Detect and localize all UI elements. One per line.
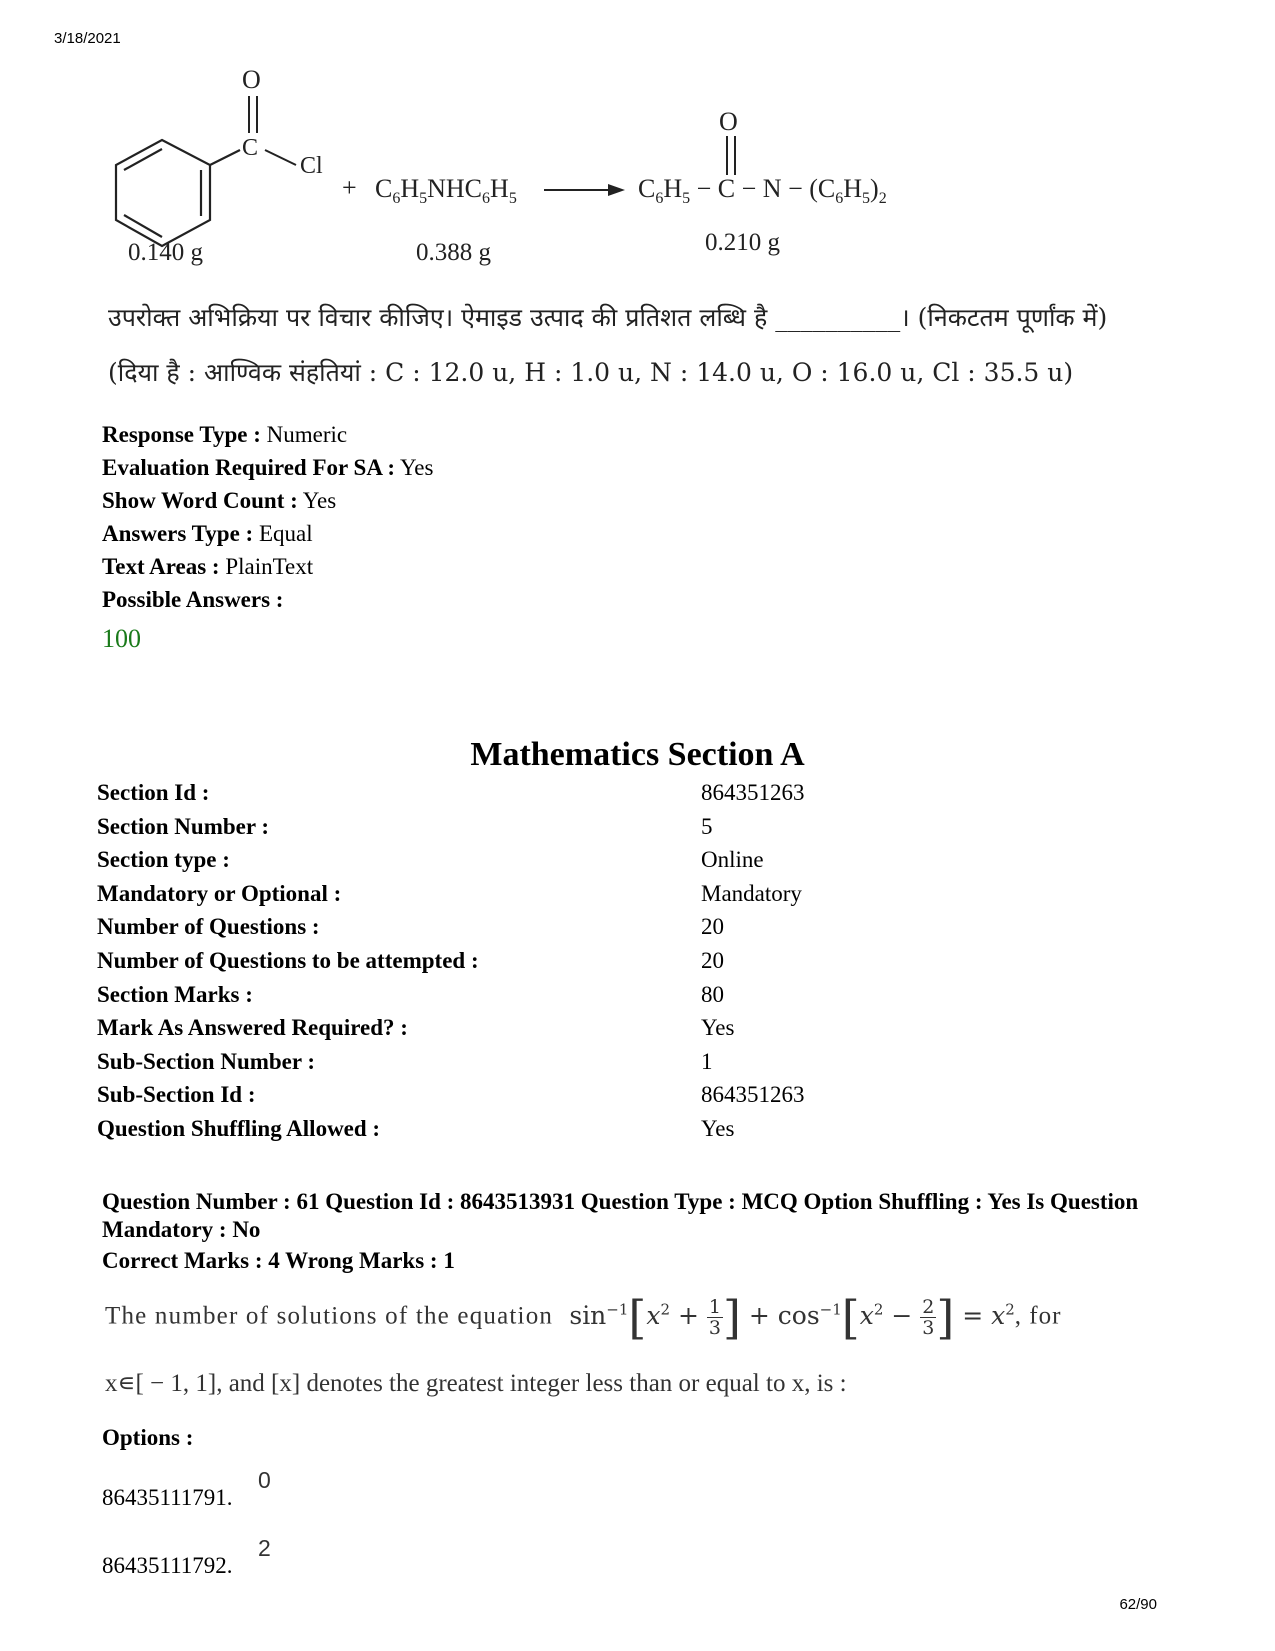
question-text-line1 [105, 1290, 1175, 1346]
section-value: 5 [701, 813, 713, 839]
section-label: Sub-Section Id : [97, 1082, 256, 1108]
option-value: 2 [258, 1535, 271, 1561]
page-number: 62/90 [1119, 1596, 1157, 1613]
product-oxygen: O [719, 107, 738, 136]
benzene-ring [116, 140, 240, 246]
page-date: 3/18/2021 [54, 30, 121, 47]
meta-row [102, 418, 433, 451]
section-label: Sub-Section Number : [97, 1048, 316, 1074]
section-value: 864351263 [701, 1082, 805, 1108]
meta-value: Yes [400, 455, 434, 480]
mass-product: 0.210 g [705, 229, 780, 256]
meta-value: Numeric [266, 422, 348, 447]
section-value: 80 [701, 981, 724, 1007]
section-label: Section type : [97, 847, 230, 873]
meta-key: Possible Answers : [102, 587, 284, 612]
question-marks: Correct Marks : 4 Wrong Marks : 1 [102, 1248, 455, 1273]
section-label: Number of Questions : [97, 914, 320, 940]
question-text-line2: x∊[ − 1, 1], and [x] denotes the greatest integer less than or equal to x, is : [105, 1370, 847, 1397]
meta-row [102, 517, 433, 550]
section-value: 20 [701, 914, 724, 940]
question-text-start: The number of solutions of the equation [105, 1302, 554, 1330]
section-label: Mandatory or Optional : [97, 880, 342, 906]
meta-value: Equal [258, 521, 313, 546]
plus-sign: + [342, 173, 357, 202]
meta-row [102, 484, 433, 517]
mass-reactant: 0.140 g [128, 239, 203, 266]
meta-value: PlainText [225, 554, 314, 579]
section-value: Online [701, 847, 764, 873]
question-header: Question Number : 61 Question Id : 8643513931 Question Type : MCQ Option Shuffling : Yes Is Question Mandatory : No [102, 1189, 1139, 1242]
section-title: Mathematics Section A [470, 736, 805, 773]
option-item[interactable] [102, 1535, 271, 1579]
meta-row [102, 550, 433, 583]
meta-key: Text Areas : [102, 554, 220, 579]
reagent-formula: $C_6H_5NHC_6H_5$ [375, 174, 517, 207]
reaction-arrow [544, 184, 625, 196]
section-value: 20 [701, 947, 724, 973]
product-formula: $C_6H_5 - C - N - (C_6H_5)_2$ [638, 174, 887, 207]
equation: $\sin^{-1}[x^2$ + $\frac{1}{3}$ ] + $\cos^{-1}[x^2$ − $\frac{2}{3}$ ] = $x^2$ [569, 1290, 1015, 1344]
section-value: 864351263 [701, 780, 805, 805]
meta-key: Answers Type : [102, 521, 254, 546]
section-label: Question Shuffling Allowed : [97, 1115, 381, 1141]
hindi-question-line1: उपरोक्त अभिक्रिया पर विचार कीजिए। ऐमाइड उत्पाद की प्रतिशत लब्धि है __________। (निकटतम पूर्णांक में) [108, 303, 1108, 332]
section-label: Mark As Answered Required? : [97, 1015, 408, 1041]
section-label: Section Number : [97, 813, 270, 839]
possible-answer: 100 [102, 624, 141, 653]
reactant-carbon: C [242, 135, 259, 161]
meta-value: Yes [302, 488, 337, 513]
reaction-diagram [100, 60, 940, 300]
section-label: Number of Questions to be attempted : [97, 947, 479, 973]
meta-key: Response Type : [102, 422, 261, 447]
hindi-question-line2: (दिया है : आण्विक संहतियां : C : 12.0 u, H : 1.0 u, N : 14.0 u, O : 16.0 u, Cl : 35.5 u) [108, 358, 1074, 387]
option-id: 86435111792. [102, 1553, 233, 1578]
section-value: Yes [701, 1015, 735, 1041]
reactant-chlorine: Cl [300, 153, 323, 179]
section-value: Mandatory [701, 880, 802, 906]
mass-reagent: 0.388 g [416, 239, 491, 266]
section-value: Yes [701, 1115, 735, 1141]
reactant-oxygen: O [242, 65, 261, 94]
options-label: Options : [102, 1425, 194, 1450]
meta-row [102, 583, 433, 616]
section-label: Section Id : [97, 780, 210, 805]
question-text-for: , for [1014, 1302, 1062, 1330]
reaction-figure [100, 60, 940, 300]
meta-key: Show Word Count : [102, 488, 298, 513]
option-value: 0 [258, 1467, 271, 1493]
option-item[interactable] [102, 1467, 271, 1511]
meta-row [102, 451, 433, 484]
option-id: 86435111791. [102, 1485, 233, 1510]
response-meta [102, 418, 433, 616]
section-value: 1 [701, 1048, 713, 1074]
section-label: Section Marks : [97, 981, 253, 1007]
meta-key: Evaluation Required For SA : [102, 455, 396, 480]
